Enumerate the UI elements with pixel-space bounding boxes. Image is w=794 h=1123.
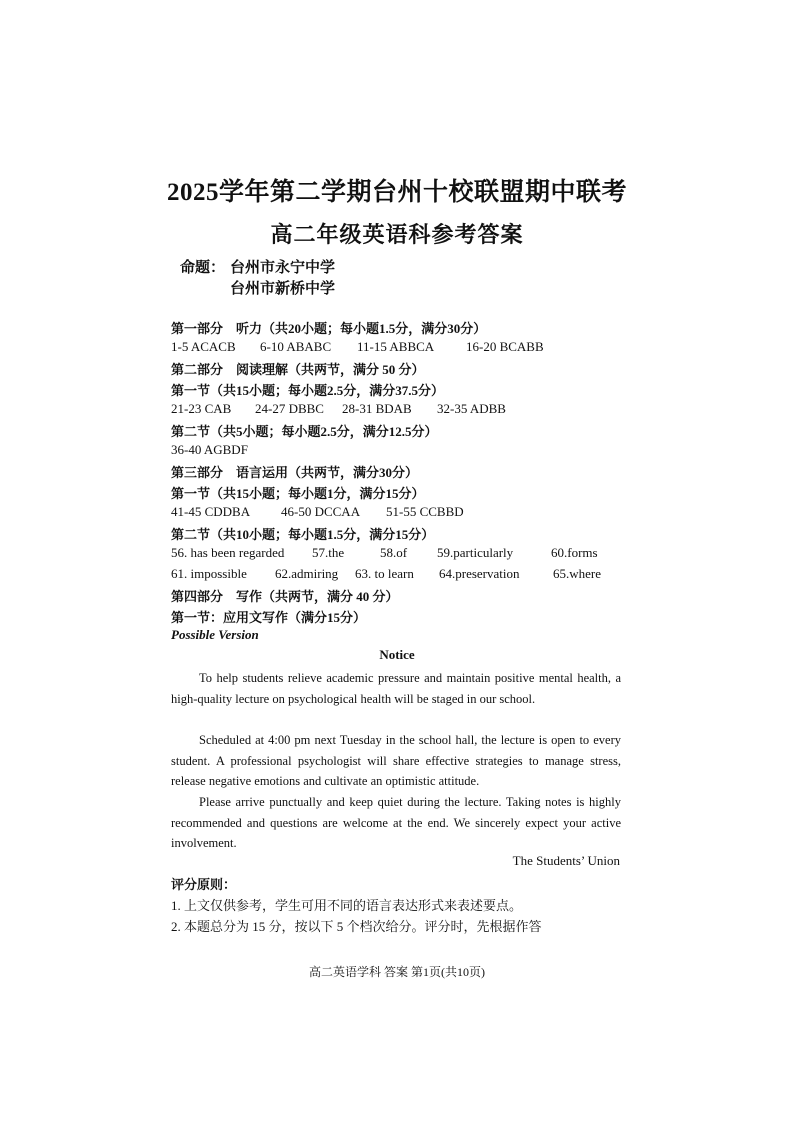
answer-group: 51-55 CCBBD — [386, 504, 464, 519]
answer-group: 32-35 ADBB — [437, 401, 506, 416]
part4-heading: 第四部分 写作（共两节，满分 40 分） — [171, 589, 399, 604]
page-footer: 高二英语学科 答案 第1页(共10页) — [309, 965, 485, 979]
grading-heading: 评分原则： — [171, 877, 237, 892]
part3-section1-heading: 第一节（共15小题；每小题1分，满分15分） — [171, 486, 425, 501]
part2-section2-heading: 第二节（共5小题；每小题2.5分，满分12.5分） — [171, 424, 438, 439]
blank-answer: 56. has been regarded — [171, 545, 285, 560]
author-school-2: 台州市新桥中学 — [230, 281, 336, 297]
blank-answer: 65.where — [553, 566, 602, 581]
essay-paragraph: To help students relieve academic pressure and maintain positive mental health, a high-quality lecture on psychological health will be staged in our school. — [171, 671, 621, 706]
essay-paragraph: Scheduled at 4:00 pm next Tuesday in the school hall, the lecture is open to every student. A professional psychologist will share effective strategies to manage stress, release negative emotions and cultivate an optimistic attitude. — [171, 733, 621, 789]
answer-group: 6-10 ABABC — [260, 339, 332, 354]
blank-answer: 63. to learn — [355, 566, 414, 581]
blank-answer: 62.admiring — [275, 566, 339, 581]
author-school-1: 台州市永宁中学 — [230, 260, 336, 276]
blank-answer: 60.forms — [551, 545, 598, 560]
part2-heading: 第二部分 阅读理解（共两节，满分 50 分） — [171, 362, 425, 377]
answer-group: 28-31 BDAB — [342, 401, 412, 416]
part1-heading: 第一部分 听力（共20小题；每小题1.5分，满分30分） — [171, 321, 487, 336]
answer-group: 24-27 DBBC — [255, 401, 324, 416]
blank-answer: 61. impossible — [171, 566, 247, 581]
blank-answer: 57.the — [312, 545, 345, 560]
answer-group: 46-50 DCCAA — [281, 504, 361, 519]
part4-section1-heading: 第一节：应用文写作（满分15分） — [171, 610, 367, 625]
page-subtitle: 高二年级英语科参考答案 — [270, 222, 524, 247]
possible-version-label: Possible Version — [171, 627, 259, 642]
part2-section1-heading: 第一节（共15小题；每小题2.5分，满分37.5分） — [171, 383, 445, 398]
part3-heading: 第三部分 语言运用（共两节，满分30分） — [171, 465, 419, 480]
grading-rule: 1. 上文仅供参考，学生可用不同的语言表达形式来表述要点。 — [171, 898, 523, 913]
notice-title: Notice — [379, 647, 415, 662]
answer-group: 1-5 ACACB — [171, 339, 236, 354]
page-title: 2025学年第二学期台州十校联盟期中联考 — [166, 179, 627, 206]
answer-group: 16-20 BCABB — [466, 339, 544, 354]
notice-signature: The Students’ Union — [512, 853, 620, 868]
authors-label: 命题： — [180, 260, 226, 276]
part3-section2-heading: 第二节（共10小题；每小题1.5分，满分15分） — [171, 527, 435, 542]
blank-answer: 64.preservation — [439, 566, 520, 581]
answer-group: 36-40 AGBDF — [171, 442, 248, 457]
blank-answer: 58.of — [380, 545, 408, 560]
essay-paragraph: Please arrive punctually and keep quiet during the lecture. Taking notes is highly recommended and questions are welcome at the end. We sincerely expect your active involvement. — [171, 795, 621, 851]
grading-rule: 2. 本题总分为 15 分，按以下 5 个档次给分。评分时，先根据作答 — [171, 919, 542, 934]
blank-answer: 59.particularly — [437, 545, 514, 560]
answer-group: 41-45 CDDBA — [171, 504, 251, 519]
answer-group: 11-15 ABBCA — [357, 339, 435, 354]
answer-group: 21-23 CAB — [171, 401, 232, 416]
